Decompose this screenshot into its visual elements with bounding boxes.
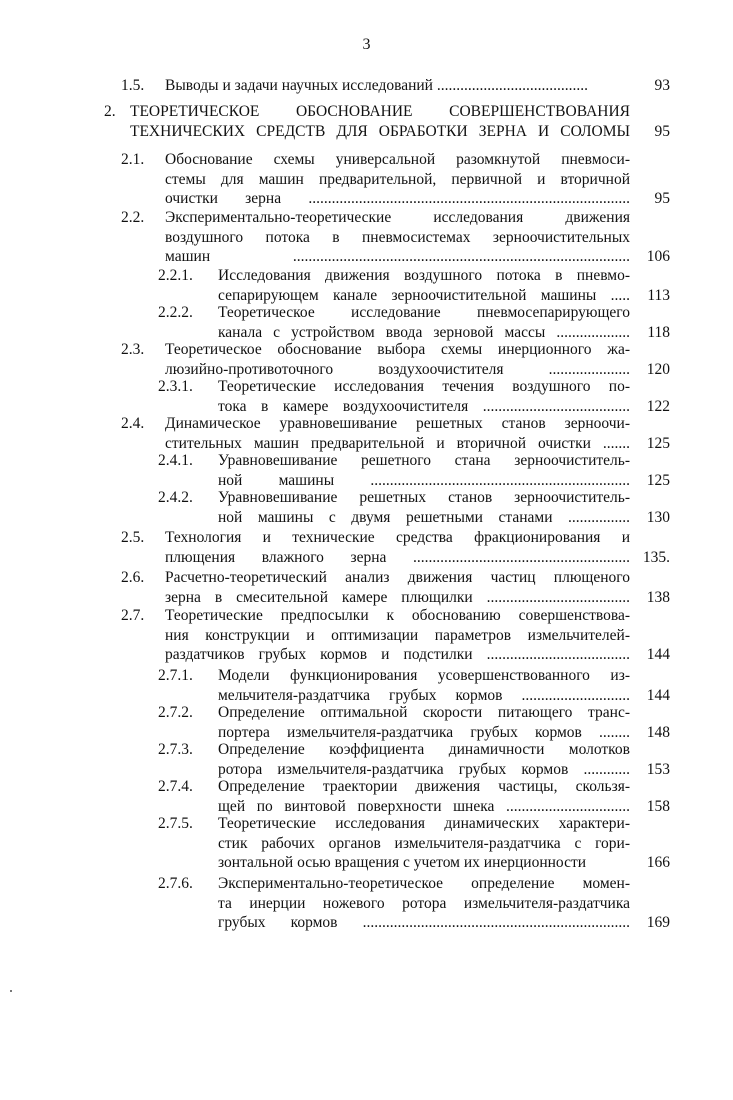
toc-entry-line: Выводы и задачи научных исследований ....................................... bbox=[165, 77, 588, 94]
toc-entry-line: Обоснование схемы универсальной разомкнутой пневмоси- bbox=[165, 151, 630, 168]
toc-entry bbox=[0, 528, 733, 567]
toc-entry-page: 138 bbox=[646, 588, 670, 606]
toc-entry-line: грубых кормов ..................................................................... bbox=[218, 914, 630, 931]
toc-entry-number: 2.2.2. bbox=[158, 304, 193, 321]
toc-entry-page: 120 bbox=[646, 360, 670, 378]
toc-entry-line: Определение коэффициента динамичности молотков bbox=[218, 741, 630, 758]
toc-entry-line: Уравновешивание решетного стана зерноочиститель- bbox=[218, 452, 630, 469]
toc-entry-page: 148 bbox=[646, 723, 670, 741]
toc-entry-line: зонтальной осью вращения с учетом их инерционности bbox=[218, 854, 587, 871]
toc-entry-page: 95 bbox=[654, 190, 670, 207]
toc-entry-number: 2.3. bbox=[121, 341, 145, 358]
toc-entry-number: 2.2. bbox=[121, 209, 145, 226]
toc-entry-line: стительных машин предварительной и вторичной очистки ....... bbox=[165, 434, 630, 452]
toc-entry bbox=[0, 102, 733, 141]
toc-entry-page: 122 bbox=[646, 397, 670, 415]
toc-entry-page: 95 bbox=[654, 122, 670, 140]
toc-entry-page: 158 bbox=[646, 797, 670, 815]
toc-entry-number: 2.7.5. bbox=[158, 815, 193, 832]
toc-entry-line: Теоретическое исследование пневмосепарирующего bbox=[218, 304, 630, 321]
toc-entry bbox=[0, 303, 733, 342]
toc-entry-line: Исследования движения воздушного потока в пневмо- bbox=[218, 267, 630, 284]
toc-entry-line: сепарирующем канале зерноочистительной машины ..... bbox=[218, 286, 630, 304]
toc-entry-number: 2.3.1. bbox=[158, 378, 193, 395]
scan-speck bbox=[10, 990, 12, 992]
toc-entry bbox=[0, 874, 733, 933]
toc-entry bbox=[0, 814, 733, 873]
toc-entry-line: Экспериментально-теоретические исследования движения bbox=[165, 209, 630, 226]
toc-entry-line: плющения влажного зерна ........................................................ bbox=[165, 548, 630, 566]
toc-entry bbox=[0, 703, 733, 742]
toc-entry-number: 2.6. bbox=[121, 569, 145, 586]
toc-entry-line: очистки зерна ................................................................................... bbox=[165, 190, 630, 207]
toc-entry-line: канала с устройством ввода зерновой массы ................... bbox=[218, 323, 630, 341]
toc-entry bbox=[0, 488, 733, 527]
toc-entry-line: мельчителя-раздатчика грубых кормов ............................ bbox=[218, 686, 630, 704]
toc-entry-number: 2.1. bbox=[121, 151, 145, 168]
toc-entry-line: раздатчиков грубых кормов и подстилки ..................................... bbox=[165, 646, 630, 663]
toc-entry bbox=[0, 340, 733, 379]
page-number: 3 bbox=[362, 36, 371, 53]
toc-entry-number: 2.7.6. bbox=[158, 875, 193, 892]
toc-entry bbox=[0, 208, 733, 267]
toc-entry-number: 2.7.3. bbox=[158, 741, 193, 758]
toc-entry-line: та инерции ножевого ротора измельчителя-раздатчика bbox=[218, 894, 630, 912]
toc-entry-line: Динамическое уравновешивание решетных станов зерноочи- bbox=[165, 415, 630, 432]
toc-entry bbox=[0, 414, 733, 453]
toc-entry bbox=[0, 377, 733, 416]
toc-entry bbox=[0, 451, 733, 490]
toc-entry-page: 144 bbox=[646, 646, 670, 663]
toc-entry-line: Теоретическое обоснование выбора схемы инерционного жа- bbox=[165, 341, 630, 358]
toc-entry-line: тока в камере воздухоочистителя ...................................... bbox=[218, 397, 630, 415]
toc-entry-number: 2.2.1. bbox=[158, 267, 193, 284]
toc-entry-page: 125 bbox=[646, 434, 670, 452]
toc-entry-line: ной машины с двумя решетными станами ................ bbox=[218, 508, 630, 526]
toc-entry bbox=[0, 606, 733, 665]
toc-entry-page: 113 bbox=[647, 286, 670, 304]
toc-entry-line: ротора измельчителя-раздатчика грубых кормов ............ bbox=[218, 760, 630, 778]
toc-entry-page: 125 bbox=[646, 471, 670, 489]
toc-entry-line: люзийно-противоточного воздухоочистителя ..................... bbox=[165, 360, 630, 378]
toc-entry-line: Технология и технические средства фракционирования и bbox=[165, 529, 630, 546]
toc-entry-number: 2.5. bbox=[121, 529, 145, 546]
toc-entry bbox=[0, 76, 733, 96]
toc-entry-line: щей по винтовой поверхности шнека ................................ bbox=[218, 797, 630, 815]
toc-entry-number: 2.7. bbox=[121, 607, 145, 624]
toc-entry-page: 118 bbox=[647, 323, 670, 341]
toc-entry-line: Определение оптимальной скорости питающего транс- bbox=[218, 704, 630, 721]
toc-entry bbox=[0, 740, 733, 779]
toc-entry-page: 144 bbox=[646, 686, 670, 704]
toc-entry bbox=[0, 777, 733, 816]
toc-entry-number: 2.7.2. bbox=[158, 704, 193, 721]
toc-entry-line: воздушного потока в пневмосистемах зерноочистительных bbox=[165, 228, 630, 246]
toc-entry-page: 166 bbox=[646, 854, 670, 871]
toc-entry-line: ния конструкции и оптимизации параметров измельчителей- bbox=[165, 626, 630, 644]
toc-entry-page: 93 bbox=[654, 77, 670, 94]
toc-entry-page: 135. bbox=[642, 548, 670, 566]
toc-entry-line: ной машины ................................................................... bbox=[218, 471, 630, 489]
toc-entry-line: зерна в смесительной камере плющилки ..................................... bbox=[165, 588, 630, 606]
toc-entry-line: Уравновешивание решетных станов зерноочиститель- bbox=[218, 489, 630, 506]
toc-entry-line: машин ....................................................................................... bbox=[165, 248, 630, 265]
toc-entry bbox=[0, 666, 733, 705]
toc-entry-line: Определение траектории движения частицы, скользя- bbox=[218, 778, 630, 795]
toc-entry-line: портера измельчителя-раздатчика грубых кормов ........ bbox=[218, 723, 630, 741]
toc-entry-page: 153 bbox=[646, 760, 670, 778]
toc-entry-number: 2.7.4. bbox=[158, 778, 193, 795]
toc-entry-page: 130 bbox=[646, 508, 670, 526]
toc-entry-line: Модели функционирования усовершенствованного из- bbox=[218, 667, 630, 684]
toc-entry-number: 2.7.1. bbox=[158, 667, 193, 684]
toc-entry-number: 2.4. bbox=[121, 415, 145, 432]
toc-entry-number: 2.4.2. bbox=[158, 489, 193, 506]
toc-entry-line: Расчетно-теоретический анализ движения частиц плющеного bbox=[165, 569, 630, 586]
toc-entry-line: Экспериментально-теоретическое определение момен- bbox=[218, 875, 630, 892]
toc-entry-line: ТЕОРЕТИЧЕСКОЕ ОБОСНОВАНИЕ СОВЕРШЕНСТВОВАНИЯ bbox=[130, 103, 630, 120]
toc-entry-page: 106 bbox=[646, 248, 670, 265]
toc-entry-line: Теоретические исследования течения воздушного по- bbox=[218, 378, 630, 395]
toc-entry-number: 2. bbox=[104, 103, 116, 120]
toc-entry-line: стик рабочих органов измельчителя-раздатчика с гори- bbox=[218, 834, 630, 852]
toc-entry-line: Теоретические исследования динамических характери- bbox=[218, 815, 630, 832]
toc-entry-number: 2.4.1. bbox=[158, 452, 193, 469]
toc-entry-line: Теоретические предпосылки к обоснованию совершенствова- bbox=[165, 607, 630, 624]
toc-entry-number: 1.5. bbox=[121, 77, 145, 94]
toc-entry bbox=[0, 150, 733, 209]
toc-entry bbox=[0, 568, 733, 607]
toc-entry-page: 169 bbox=[646, 914, 670, 931]
toc-entry-line: ТЕХНИЧЕСКИХ СРЕДСТВ ДЛЯ ОБРАБОТКИ ЗЕРНА И СОЛОМЫ bbox=[130, 122, 630, 140]
toc-entry bbox=[0, 266, 733, 305]
toc-entry-line: стемы для машин предварительной, первичной и вторичной bbox=[165, 170, 630, 188]
